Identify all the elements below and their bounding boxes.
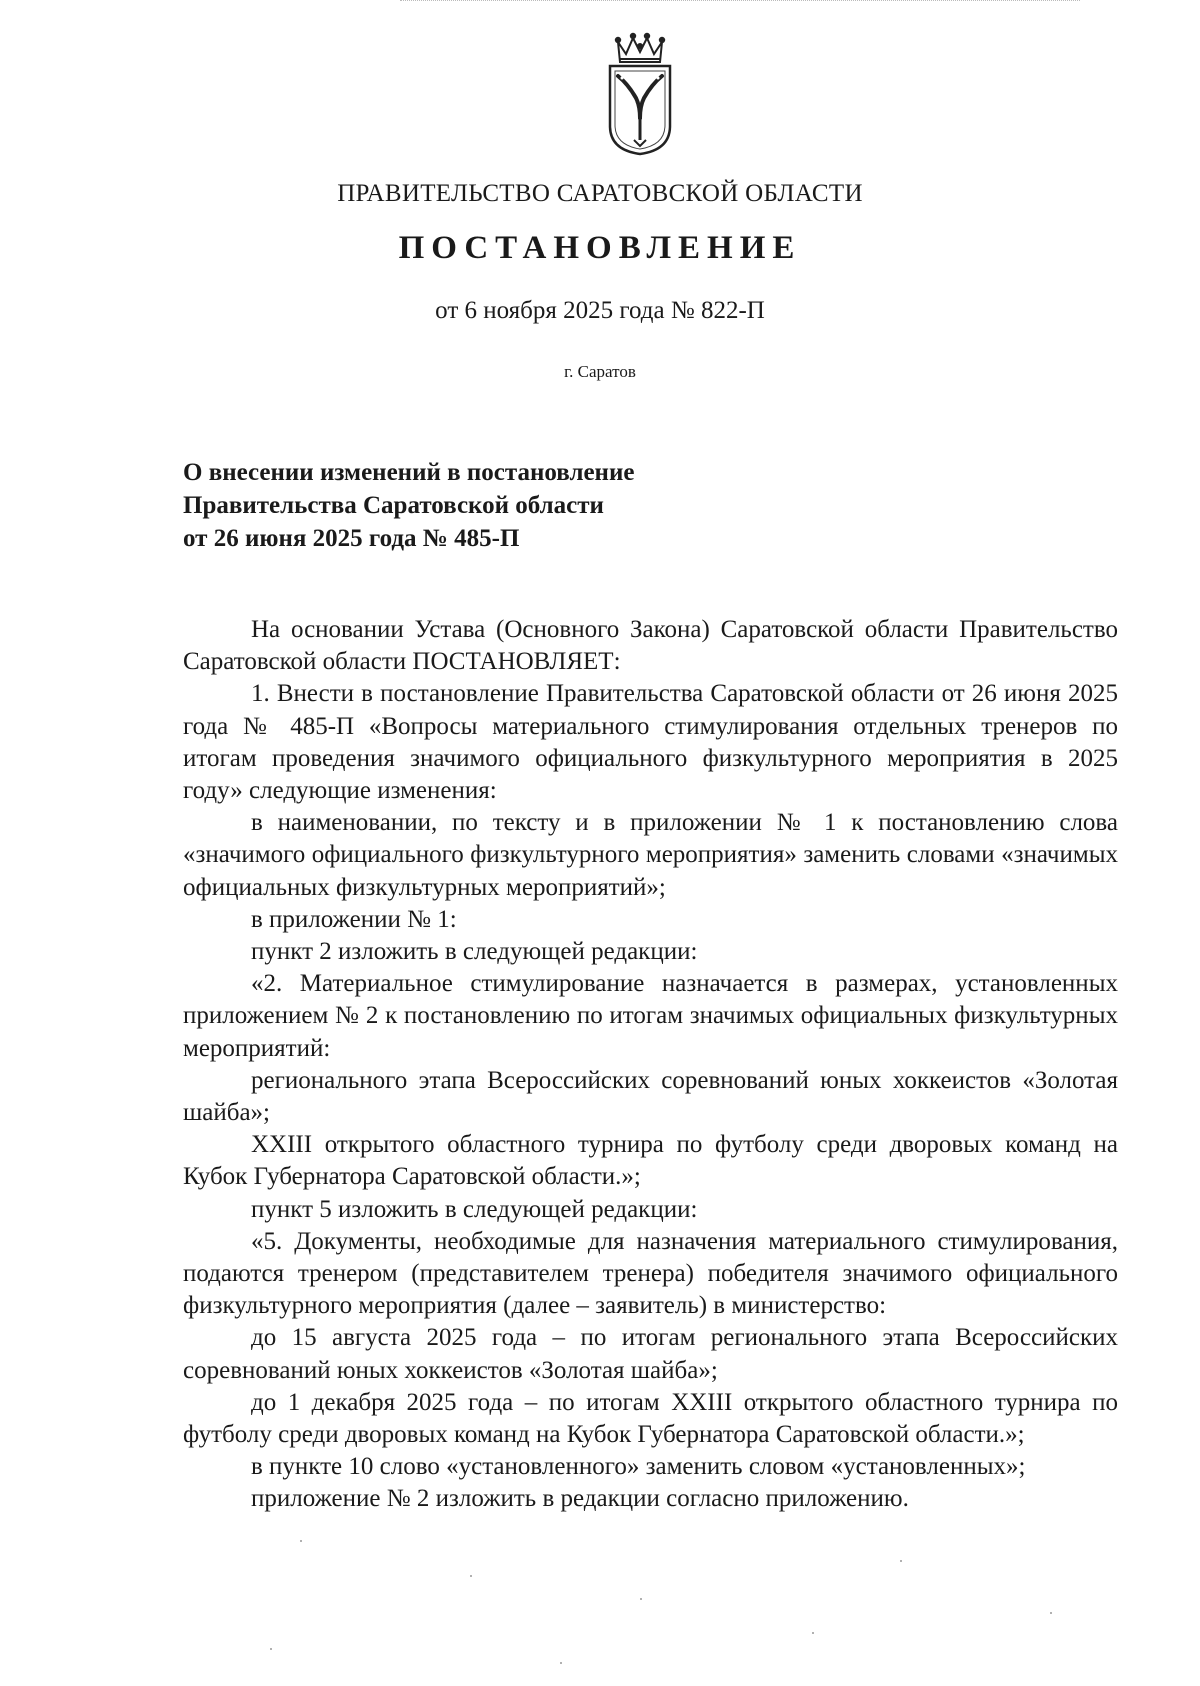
- document-type-title: ПОСТАНОВЛЕНИЕ: [398, 230, 802, 266]
- body-paragraph: до 15 августа 2025 года – по итогам регионального этапа Всероссийских соревнований юных хоккеистов «Золотая шайба»;: [183, 1324, 1118, 1384]
- subject-line: Правительства Саратовской области: [183, 492, 604, 519]
- body-paragraph: пункт 2 изложить в следующей редакции:: [251, 938, 698, 966]
- body-paragraph: На основании Устава (Основного Закона) Саратовской области Правительство Саратовской области ПОСТАНОВЛЯЕТ:: [183, 616, 1118, 676]
- organization-name: ПРАВИТЕЛЬСТВО САРАТОВСКОЙ ОБЛАСТИ: [337, 180, 863, 207]
- document-date-number: от 6 ноября 2025 года № 822-П: [435, 297, 765, 324]
- body-paragraph: в наименовании, по тексту и в приложении № 1 к постановлению слова «значимого официального физкультурного мероприятия» заменить словами «значимых официальных физкультурных мероприятий»;: [183, 809, 1118, 901]
- body-paragraph: приложение № 2 изложить в редакции согласно приложению.: [251, 1485, 909, 1513]
- document-city: г. Саратов: [564, 362, 636, 381]
- body-paragraph: регионального этапа Всероссийских соревнований юных хоккеистов «Золотая шайба»;: [183, 1066, 1118, 1127]
- body-paragraph: в приложении № 1:: [251, 905, 457, 933]
- saratov-coat-of-arms-icon: [604, 32, 676, 156]
- document-subject: [183, 456, 634, 555]
- document-body: [183, 614, 1118, 1516]
- body-paragraph: XXIII открытого областного турнира по футболу среди дворовых команд на Кубок Губернатора Саратовской области.»;: [183, 1131, 1118, 1191]
- subject-line: О внесении изменений в постановление: [183, 459, 635, 486]
- subject-line: от 26 июня 2025 года № 485-П: [183, 525, 520, 552]
- body-paragraph: «5. Документы, необходимые для назначения материального стимулирования, подаются тренером (представителем тренера) победителя значимого официального физкультурного мероприятия (далее – заявитель) в министерство:: [183, 1227, 1118, 1320]
- body-paragraph: в пункте 10 слово «установленного» заменить словом «установленных»;: [251, 1453, 1026, 1481]
- body-paragraph: 1. Внести в постановление Правительства Саратовской области от 26 июня 2025 года № 485-П «Вопросы материального стимулирования отдельных тренеров по итогам проведения значимого официального физкультурного мероприятия в 2025 году» следующие изменения:: [183, 680, 1118, 805]
- scan-edge-line: [400, 0, 1080, 2]
- body-paragraph: «2. Материальное стимулирование назначается в размерах, установленных приложением № 2 к постановлению по итогам значимых официальных физкультурных мероприятий:: [183, 970, 1118, 1062]
- body-paragraph: пункт 5 изложить в следующей редакции:: [251, 1195, 698, 1223]
- body-paragraph: до 1 декабря 2025 года – по итогам XXIII открытого областного турнира по футболу среди дворовых команд на Кубок Губернатора Саратовской области.»;: [183, 1388, 1118, 1449]
